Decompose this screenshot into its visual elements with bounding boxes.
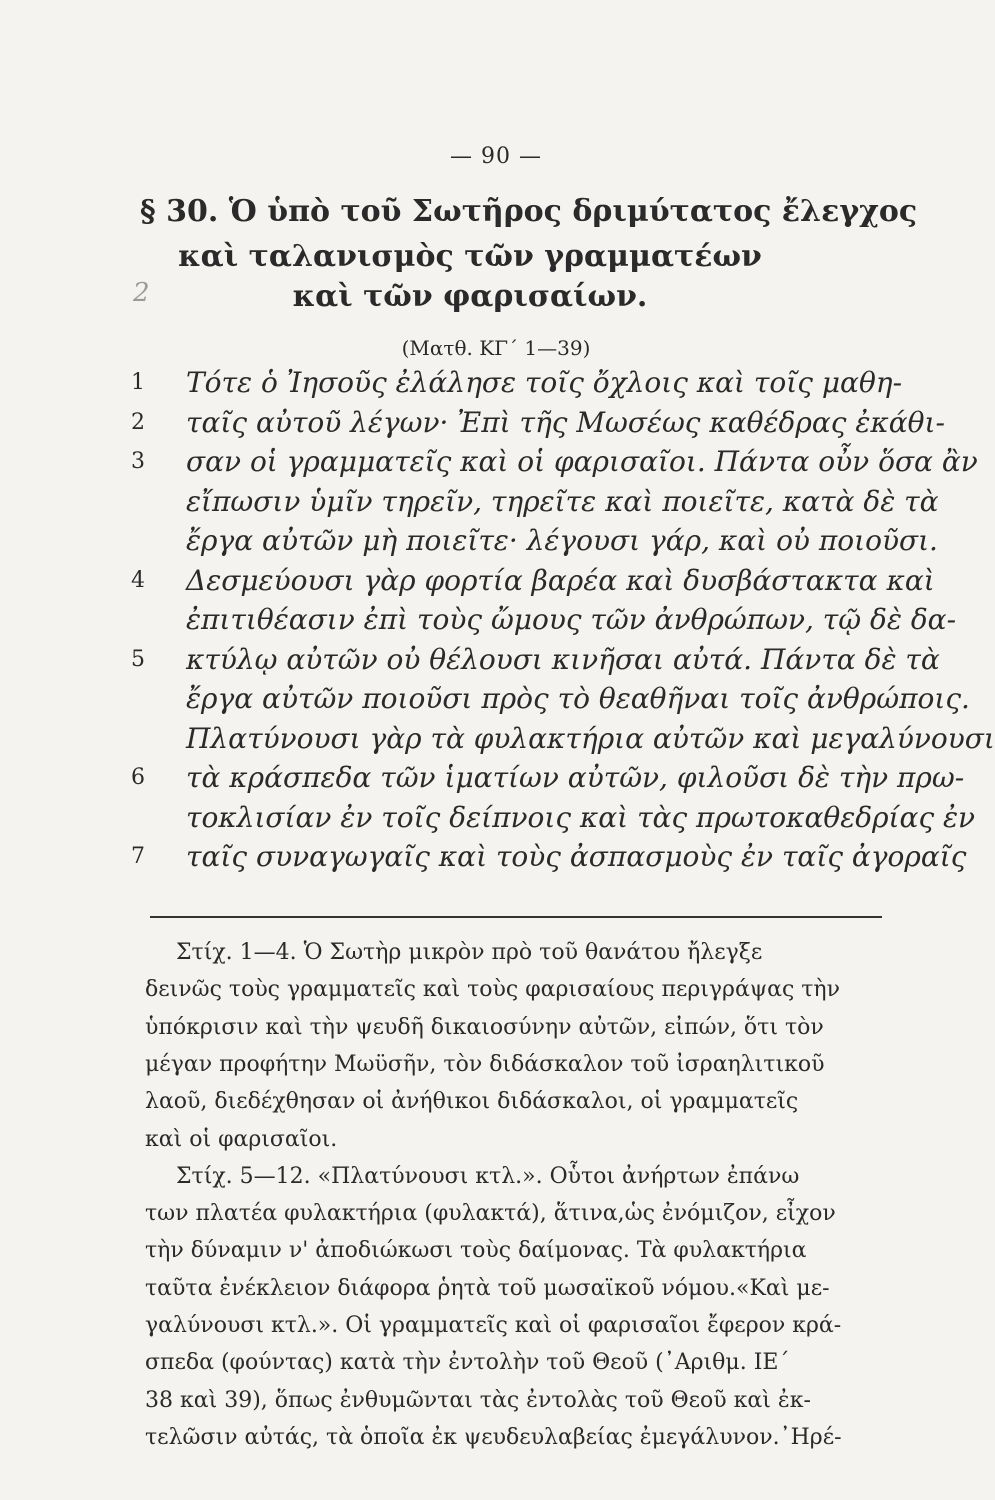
section-heading-line-3: καὶ τῶν φαρισαίων. <box>292 279 648 314</box>
commentary-line: 38 καὶ 39), ὅπως ἐνθυμῶνται τὰς ἐντολὰς τοῦ Θεοῦ καὶ ἐκ- <box>145 1387 811 1413</box>
verse-line: ταῖς συναγωγαῖς καὶ τοὺς ἀσπασμοὺς ἐν ταῖς ἀγοραῖς <box>186 840 967 873</box>
commentary-line: γαλύνουσι κτλ.». Οἱ γραμματεῖς καὶ οἱ φαρισαῖοι ἔφερον κρά- <box>145 1313 842 1338</box>
verse-line: Πλατύνουσι γὰρ τὰ φυλακτήρια αὐτῶν καὶ μεγαλύνουσι <box>186 721 995 755</box>
footnote-divider <box>150 916 882 918</box>
verse-number: 1 <box>131 370 145 395</box>
commentary-line: δεινῶς τοὺς γραμματεῖς καὶ τοὺς φαρισαίους περιγράψας τὴν <box>145 977 840 1003</box>
verse-line: Τότε ὁ Ἰησοῦς ἐλάλησε τοῖς ὄχλοις καὶ τοῖς μαθη- <box>186 366 903 399</box>
verse-line: τὰ κράσπεδα τῶν ἱματίων αὐτῶν, φιλοῦσι δὲ τὴν πρω- <box>186 761 965 794</box>
commentary-line: σπεδα (φούντας) κατὰ τὴν ἐντολὴν τοῦ Θεοῦ (᾽Αριθμ. ΙΕ΄ <box>145 1350 790 1376</box>
verse-number: 7 <box>131 844 145 869</box>
verse-number: 2 <box>131 409 145 435</box>
commentary-line: των πλατέα φυλακτήρια (φυλακτά), ἅτινα,ὡς ἐνόμιζον, εἶχον <box>145 1201 836 1227</box>
verse-line: κτύλῳ αὐτῶν οὐ θέλουσι κινῆσαι αὐτά. Πάντα δὲ τὰ <box>186 642 940 676</box>
verse-line: ἔργα αὐτῶν μὴ ποιεῖτε· λέγουσι γάρ, καὶ οὐ ποιοῦσι. <box>186 524 938 557</box>
scripture-reference: (Ματθ. ΚΓ΄ 1—39) <box>401 336 591 360</box>
verse-number: 3 <box>131 449 145 474</box>
handwritten-margin-note: 2 <box>133 278 150 308</box>
verse-number: 6 <box>131 765 145 790</box>
commentary-line: Στίχ. 5—12. «Πλατύνουσι κτλ.». Οὗτοι ἀνήρτων ἐπάνω <box>176 1163 800 1189</box>
verse-line: ἔργα αὐτῶν ποιοῦσι πρὸς τὸ θεαθῆναι τοῖς ἀνθρώποις. <box>186 682 970 715</box>
commentary-line: ταῦτα ἐνέκλειον διάφορα ῥητὰ τοῦ μωσαϊκοῦ νόμου.«Καὶ με- <box>145 1275 830 1301</box>
section-heading-line-1: § 30. Ὁ ὑπὸ τοῦ Σωτῆρος δριμύτατος ἔλεγχος <box>140 194 918 229</box>
commentary-line: λαοῦ, διεδέχθησαν οἱ ἀνήθικοι διδάσκαλοι, οἱ γραμματεῖς <box>145 1089 799 1115</box>
verse-line: ἐπιτιθέασιν ἐπὶ τοὺς ὤμους τῶν ἀνθρώπων, τῷ δὲ δα- <box>186 603 957 636</box>
commentary-line: τὴν δύναμιν ν' ἀποδιώκωσι τοὺς δαίμονας. Τὰ φυλακτήρια <box>145 1238 807 1264</box>
page-number: — 90 — <box>450 144 542 169</box>
verse-number: 5 <box>131 646 145 672</box>
verse-line: εἴπωσιν ὑμῖν τηρεῖν, τηρεῖτε καὶ ποιεῖτε, κατὰ δὲ τὰ <box>186 484 939 518</box>
verse-number: 4 <box>131 567 145 593</box>
commentary-line: ὑπόκρισιν καὶ τὴν ψευδῆ δικαιοσύνην αὐτῶν, εἰπών, ὅτι τὸν <box>145 1014 824 1040</box>
verse-line: Δεσμεύουσι γὰρ φορτία βαρέα καὶ δυσβάστακτα καὶ <box>186 563 935 597</box>
commentary-line: τελῶσιν αὐτάς, τὰ ὁποῖα ἐκ ψευδευλαβείας ἐμεγάλυνον.᾽Ηρέ- <box>145 1424 842 1450</box>
verse-line: ταῖς αὐτοῦ λέγων· Ἐπὶ τῆς Μωσέως καθέδρας ἐκάθι- <box>186 405 945 439</box>
commentary-line: μέγαν προφήτην Μωϋσῆν, τὸν διδάσκαλον τοῦ ἰσραηλιτικοῦ <box>145 1051 825 1077</box>
verse-line: σαν οἱ γραμματεῖς καὶ οἱ φαρισαῖοι. Πάντα οὖν ὅσα ἂν <box>186 445 978 478</box>
verse-line: τοκλισίαν ἐν τοῖς δείπνοις καὶ τὰς πρωτοκαθεδρίας ἐν <box>186 800 976 834</box>
commentary-line: Στίχ. 1—4. Ὁ Σωτὴρ μικρὸν πρὸ τοῦ θανάτου ἤλεγξε <box>176 940 763 965</box>
section-heading-line-2: καὶ ταλανισμὸς τῶν γραμματέων <box>178 239 762 274</box>
commentary-line: καὶ οἱ φαρισαῖοι. <box>145 1126 338 1152</box>
